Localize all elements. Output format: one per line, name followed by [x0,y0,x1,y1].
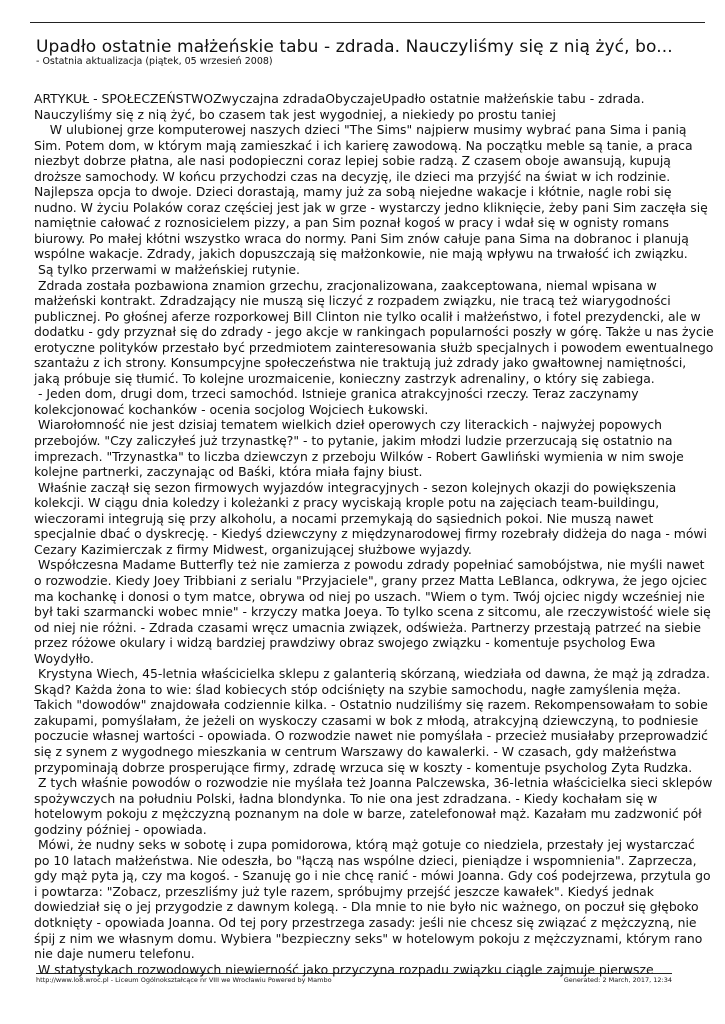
last-updated: - Ostatnia aktualizacja (piątek, 05 wrzesień 2008) [36,56,273,67]
article-paragraph: Współczesna Madame Butterfly też nie zamierza z powodu zdrady popełniać samobójstwa, nie myśli nawet o rozwodzie. Kiedy Joey Tribbiani z serialu "Przyjaciele", grany przez Matta LeBlanca, odkrywa, że jego ojciec ma kochankę i donosi o tym matce, obrywa od niej po uszach. "Wiem o tym. Twój ojciec nigdy wcześniej nie był taki szarmancki wobec mnie" - krzyczy matka Joeya. To tylko scena z sitcomu, ale rzeczywistość wiele się od niej nie różni. - Zdrada czasami wręcz umacnia związek, odświeża. Partnerzy przestają patrzeć na siebie przez różowe okulary i widzą bardziej prawdziwy obraz swojego związku - komentuje psycholog Ewa Woydyłło. [34,557,715,666]
page-title: Upadło ostatnie małżeńskie tabu - zdrada. Nauczyliśmy się z nią żyć, bo... [36,37,673,57]
footer-generated-date: Generated: 2 March, 2017, 12:34 [563,976,672,984]
article-paragraph: Mówi, że nudny seks w sobotę i zupa pomidorowa, którą mąż gotuje co niedziela, przestały jej wystarczać po 10 latach małżeństwa. Nie odeszła, bo "łączą nas wspólne dzieci, pieniądze i wspomnienia". Zaprzecza, gdy mąż pyta ją, czy ma kogoś. - Szanuję go i nie chcę ranić - mówi Joanna. Gdy coś podejrzewa, przytula go i powtarza: "Zobacz, przeszliśmy już tyle razem, spróbujmy przejść jeszcze kawałek". Kiedyś jednak dowiedział się o jej przygodzie z dawnym kolegą. - Dla mnie to nie było nic ważnego, on poczuł się głęboko dotknięty - opowiada Joanna. Od tej pory przestrzega zasady: jeśli nie chcesz się związać z mężczyzną, nie śpij z nim we własnym domu. Wybiera "bezpieczny seks" w hotelowym pokoju z mężczyznami, którym rano nie daje numeru telefonu. [34,837,715,962]
article-paragraph: Z tych właśnie powodów o rozwodzie nie myślała też Joanna Palczewska, 36-letnia właścicielka sieci sklepów spożywczych na południu Polski, ładna blondynka. To nie ona jest zdradzana. - Kiedy kochałam się w hotelowym pokoju z mężczyzną poznanym na dole w barze, zatelefonował mąż. Kazałam mu zadzwonić pół godziny później - opowiada. [34,775,717,837]
article-paragraph: ARTYKUŁ - SPOŁECZEŃSTWOZwyczajna zdradaObyczajeUpadło ostatnie małżeńskie tabu - zdrada. Nauczyliśmy się z nią żyć, bo czasem tak jest wygodniej, a niekiedy po prostu taniej [34,91,645,122]
article-paragraph: W statystykach rozwodowych niewierność jako przyczyna rozpadu związku ciągle zajmuje pierwsze [34,961,654,977]
article-paragraph: W ulubionej grze komputerowej naszych dzieci "The Sims" najpierw musimy wybrać pana Sima i panią Sim. Potem dom, w którym mają zamieszkać i ich karierę zawodową. Na początku meble są tanie, a praca niezbyt dobrze płatna, ale nasi podopieczni coraz lepiej sobie radzą. Z czasem oboje awansują, kupują droższe samochody. W końcu przychodzi czas na decyzję, ile dzieci ma przyjść na świat w ich rodzinie. Najlepsza opcja to dwoje. Dzieci dorastają, mamy już za sobą niejedne wakacje i kłótnie, nagle robi się nudno. W życiu Polaków coraz częściej jest jak w grze - wystarczy jedno kliknięcie, żeby pani Sim zaczęła się namiętnie całować z roznosicielem pizzy, a pan Sim poznał kogoś w pracy i wdał się w ognisty romans biurowy. Po małej kłótni wszystko wraca do normy. Pani Sim znów całuje pana Sima na dobranoc i planują wspólne wakacje. Zdrady, jakich dopuszczają się małżonkowie, nie mają wpływu na trwałość ich związku. [34,122,712,262]
article-paragraph: Są tylko przerwami w małżeńskiej rutynie. [34,262,300,278]
footer-site-link[interactable]: http://www.lo8.wroc.pl - Liceum Ogólnokształcące nr VIII we Wrocławiu Powered by Mambo [36,976,332,984]
footer-rule [36,973,672,974]
header-rule [30,22,705,23]
article-paragraph: Krystyna Wiech, 45-letnia właścicielka sklepu z galanterią skórzaną, wiedziała od dawna, że mąż ją zdradza. Skąd? Każda żona to wie: ślad kobiecych stóp odciśnięty na szybie samochodu, nagłe zamyślenia męża. Takich "dowodów" znajdowała codziennie kilka. - Ostatnio nudziliśmy się razem. Rekompensowałam to sobie zakupami, pomyślałam, że jeżeli on wyskoczy czasami w bok z młodą, atrakcyjną dziewczyną, to podniesie poczucie własnej wartości - opowiada. O rozwodzie nawet nie pomyślała - przecież musiałaby przeprowadzić się z synem z wygodnego mieszkania w centrum Warszawy do kawalerki. - W czasach, gdy małżeństwa przypominają dobrze prosperujące firmy, zdradę wrzuca się w koszty - komentuje psycholog Zyta Rudzka. [34,666,714,775]
article-paragraph: Właśnie zaczął się sezon firmowych wyjazdów integracyjnych - sezon kolejnych okazji do powiększenia kolekcji. W ciągu dnia koledzy i koleżanki z pracy wyciskają krople potu na zajęciach team-buildingu, wieczorami integrują się przy alkoholu, a nocami przemykają do sąsiednich pokoi. Nie muszą nawet specjalnie dbać o dyskrecję. - Kiedyś dziewczyny z międzynarodowej firmy rozebrały didżeja do naga - mówi Cezary Kazimierczak z firmy Midwest, organizującej służbowe wyjazdy. [34,479,711,557]
article-paragraph: - Jeden dom, drugi dom, trzeci samochód. Istnieje granica atrakcyjności rzeczy. Teraz zaczynamy kolekcjonować kochanków - ocenia socjolog Wojciech Łukowski. [34,386,643,417]
article-paragraph: Zdrada została pozbawiona znamion grzechu, zracjonalizowana, zaakceptowana, niemal wpisana w małżeński kontrakt. Zdradzający nie muszą się liczyć z rozpadem związku, nie tracą też wiarygodności publicznej. Po głośnej aferze rozporkowej Bill Clinton nie tylko ocalił i małżeństwo, i fotel prezydencki, ale w dodatku - gdy przyznał się do zdrady - jego akcje w rankingach popularności poszły w górę. Także u nas życie erotyczne polityków przestało być przedmiotem zainteresowania służb specjalnych i powodem ewentualnego szantażu z ich strony. Konsumpcyjne społeczeństwa nie traktują już zdrady jako gwałtownej namiętności, jaką próbuje się tłumić. To kolejne urozmaicenie, konieczny zastrzyk adrenaliny, o który się zabiega. [34,277,718,386]
article-body [34,91,718,977]
article-paragraph: Wiarołomność nie jest dzisiaj tematem wielkich dzieł operowych czy literackich - najwyżej popowych przebojów. "Czy zaliczyłeś już trzynastkę?" - to pytanie, jakim młodzi ludzie przerzucają się ostatnio na imprezach. "Trzynastka" to liczba dziewczyn z przeboju Wilków - Robert Gawliński wymienia w nim swoje kolejne partnerki, zaczynając od Baśki, która miała fajny biust. [34,417,688,480]
